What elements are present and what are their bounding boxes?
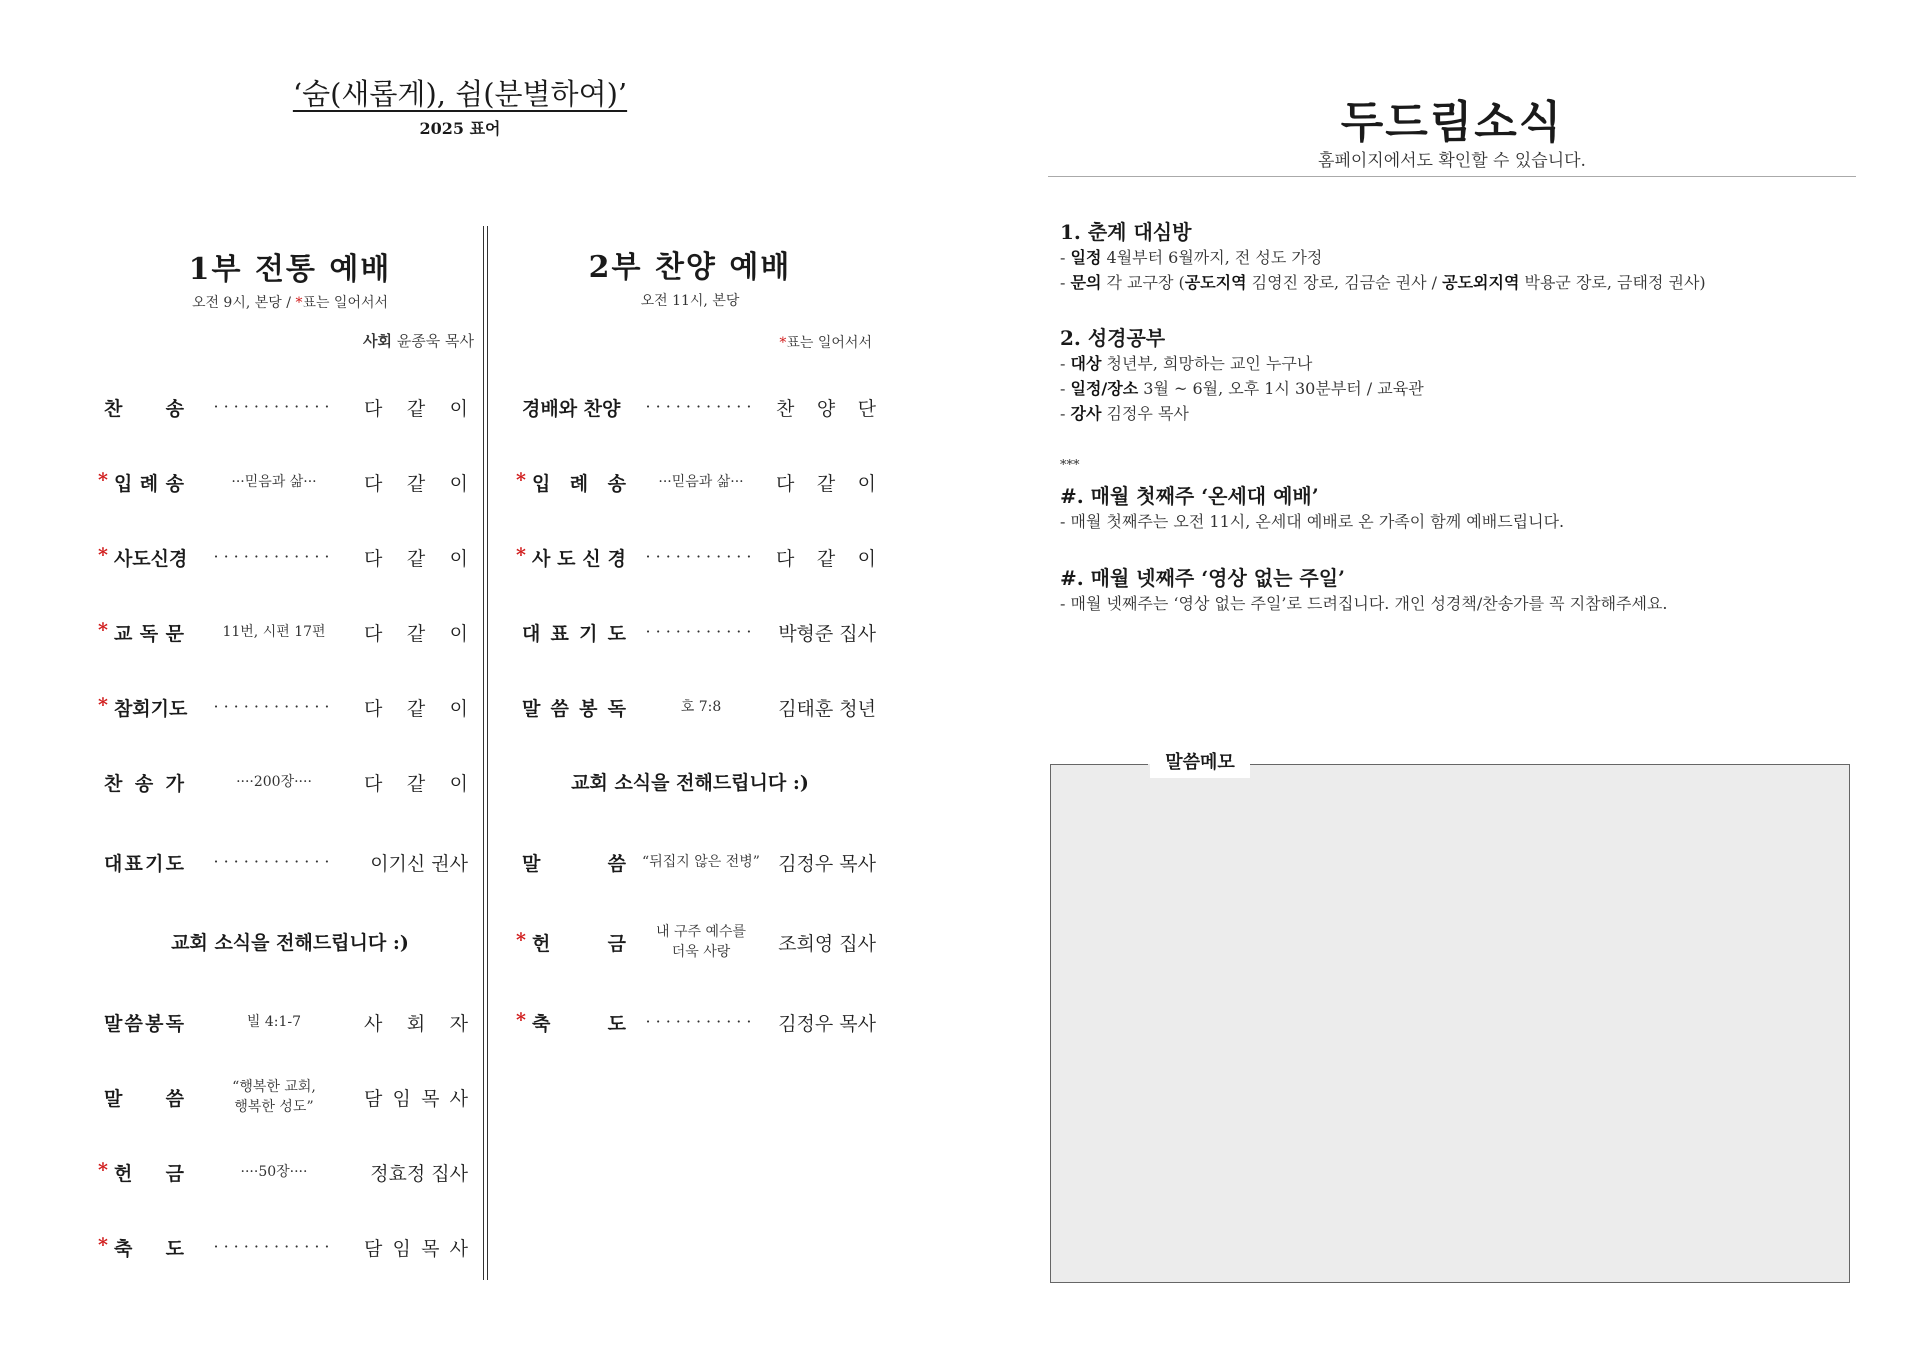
char: 입: [531, 472, 551, 495]
order-detail: ············: [213, 852, 335, 871]
char: 씀: [550, 697, 569, 720]
order-label-text: [114, 694, 187, 721]
order-person: 박형준 집사: [778, 622, 876, 645]
char: 같: [406, 772, 426, 795]
line-text: 매월 넷째주는 ‘영상 없는 주일’로 드려집니다. 개인 성경책/찬송가를 꼭 지참해주세요.: [1070, 594, 1668, 613]
order-label-text: [104, 1009, 184, 1036]
order-label-text: [532, 469, 626, 496]
char: 회: [406, 1012, 426, 1035]
order-label-text: [114, 544, 187, 571]
char: 교: [113, 622, 133, 645]
char: 다: [364, 622, 383, 645]
order-detail: ···믿음과 삶···: [231, 474, 317, 490]
char: 봉: [145, 1012, 164, 1035]
order-label: [98, 1234, 184, 1261]
stand-marker: *: [516, 928, 526, 951]
order-row: [98, 1152, 478, 1192]
order-label-text: [532, 1009, 626, 1036]
char: 대: [104, 852, 123, 875]
order-label: [516, 929, 626, 956]
char: 사: [113, 547, 133, 570]
order-label-text: 경배와 찬양: [522, 397, 621, 420]
line-key: 문의: [1070, 273, 1102, 292]
line-text: 김영진 장로, 김금순 권사 /: [1246, 273, 1443, 292]
char: 송: [607, 472, 626, 495]
char: 이: [449, 397, 468, 420]
line-key: 공도외지역: [1442, 273, 1520, 292]
char: 단: [857, 397, 876, 420]
char: 사: [531, 547, 551, 570]
memo-label: 말씀메모: [1150, 748, 1250, 778]
char: 표: [124, 852, 143, 875]
char: 같: [406, 622, 426, 645]
char: 담: [364, 1237, 383, 1260]
order-person: [776, 469, 876, 496]
char: 찬: [104, 397, 123, 420]
order-person: [776, 544, 876, 571]
news-title: 두드림소식: [1340, 97, 1564, 148]
line-text: 박용군 장로, 금태정 권사): [1519, 273, 1706, 292]
service1-leader: [300, 330, 474, 351]
char: 이: [857, 472, 876, 495]
char: 축: [113, 1237, 133, 1260]
char: 같: [406, 547, 426, 570]
section-line: - 매월 넷째주는 ‘영상 없는 주일’로 드려집니다. 개인 성경책/찬송가를 꼭 지참해주세요.: [1060, 594, 1668, 613]
section-line: - 일정 4월부터 6월까지, 전 성도 가정: [1060, 248, 1323, 267]
stand-note-text: 표는 일어서서: [786, 335, 872, 351]
char: 같: [816, 472, 836, 495]
order-label: [516, 694, 626, 721]
order-detail: ···········: [645, 622, 757, 641]
leader-label: 사회: [363, 332, 392, 350]
order-label: [516, 394, 626, 421]
order-row: [98, 1077, 478, 1117]
order-row: [516, 537, 884, 577]
news-section-1: [1060, 216, 1850, 295]
stand-marker: *: [295, 295, 303, 311]
order-detail: ············: [213, 547, 335, 566]
char: 다: [364, 397, 383, 420]
char: 기: [145, 852, 164, 875]
order-label-text: [104, 849, 184, 876]
line-key: 일정/장소: [1070, 379, 1139, 398]
leader-name: 윤종욱 목사: [392, 332, 474, 350]
char: 자: [449, 1012, 468, 1035]
order-detail: ············: [213, 697, 335, 716]
char: 말: [104, 1012, 123, 1035]
service2-title: 2부 찬양 예배: [588, 250, 792, 285]
char: 가: [165, 772, 184, 795]
order-person: [364, 1084, 468, 1111]
section-title: #. 매월 넷째주 ‘영상 없는 주일’: [1060, 566, 1345, 590]
stand-marker: *: [98, 1158, 108, 1181]
service2-notice: 교회 소식을 전해드립니다 :): [571, 772, 809, 794]
service1-notice: 교회 소식을 전해드립니다 :): [171, 932, 409, 954]
char: 이: [449, 697, 468, 720]
char: 독: [607, 697, 626, 720]
char: 임: [392, 1237, 411, 1260]
stand-marker: *: [98, 543, 108, 566]
section-line: - 매월 첫째주는 오전 11시, 온세대 예배로 온 가족이 함께 예배드립니다.: [1060, 512, 1565, 531]
char: 담: [364, 1087, 383, 1110]
char: 기: [150, 697, 170, 720]
char: 사: [449, 1087, 468, 1110]
order-label: [98, 394, 184, 421]
order-label: [98, 543, 188, 571]
order-label: [516, 849, 626, 876]
order-label: [98, 849, 184, 876]
order-person: 김태훈 청년: [778, 697, 876, 720]
order-label: [98, 693, 188, 721]
order-person: [364, 769, 468, 796]
line-key: 일정: [1070, 248, 1102, 267]
stand-marker: *: [98, 468, 108, 491]
service2-info: 오전 11시, 본당: [640, 293, 740, 309]
news-section-2: [1060, 322, 1850, 426]
char: 사: [364, 1012, 383, 1035]
char: 목: [421, 1237, 440, 1260]
order-detail: ············: [213, 1237, 335, 1256]
char: 도: [557, 547, 576, 570]
char: 기: [579, 622, 598, 645]
order-person: 이기신 권사: [370, 852, 468, 875]
char: 도: [607, 622, 626, 645]
memo-border: [1050, 764, 1148, 765]
order-detail: ····50장····: [240, 1164, 308, 1180]
order-row: [98, 1227, 478, 1267]
section-title: 2. 성경공부: [1060, 326, 1166, 350]
order-row: [516, 842, 884, 882]
order-person: 조희영 집사: [778, 932, 876, 955]
char: 헌: [531, 932, 551, 955]
stand-marker: *: [516, 468, 526, 491]
char: 송: [165, 472, 184, 495]
order-label: [516, 1009, 626, 1036]
service1-title: 1부 전통 예배: [188, 252, 392, 287]
char: 금: [165, 1162, 184, 1185]
char: 목: [421, 1087, 440, 1110]
line-text: 3월 ~ 6월, 오후 1시 30분부터 / 교육관: [1138, 379, 1424, 398]
order-row: [516, 462, 884, 502]
order-detail: ···믿음과 삶···: [658, 474, 744, 490]
order-person: [364, 469, 468, 496]
line-key: 공도지역: [1184, 273, 1247, 292]
line-text: 각 교구장 (: [1101, 273, 1185, 292]
order-person: [364, 1009, 468, 1036]
order-label: [98, 1084, 184, 1111]
stand-marker: *: [98, 693, 108, 716]
char: 경: [607, 547, 626, 570]
line-text: 김정우 목사: [1101, 404, 1189, 423]
char: 말: [522, 697, 541, 720]
order-label: [516, 469, 626, 496]
char: 사: [449, 1237, 468, 1260]
service1-info: [100, 292, 480, 312]
stand-marker: *: [516, 543, 526, 566]
column-divider: [483, 226, 488, 1280]
order-label: [98, 769, 184, 796]
char: 이: [449, 547, 468, 570]
line-text: 4월부터 6월까지, 전 성도 가정: [1101, 248, 1323, 267]
order-label-text: [114, 1234, 184, 1261]
section-line: - 강사 김정우 목사: [1060, 404, 1189, 423]
char: 경: [169, 547, 188, 570]
news-subtitle: 홈페이지에서도 확인할 수 있습니다.: [1318, 151, 1586, 171]
order-row: [98, 612, 478, 652]
char: 양: [816, 397, 836, 420]
order-person: 김정우 목사: [778, 1012, 876, 1035]
char: 회: [132, 697, 151, 720]
char: 다: [776, 472, 795, 495]
news-extra-2: [1060, 562, 1850, 616]
line-key: 대상: [1070, 354, 1102, 373]
order-row: [516, 1002, 884, 1042]
char: 같: [816, 547, 836, 570]
char: 독: [139, 622, 159, 645]
char: 이: [449, 772, 468, 795]
section-line: - 대상 청년부, 희망하는 교인 누구나: [1060, 354, 1313, 373]
line-text: 매월 첫째주는 오전 11시, 온세대 예배로 온 가족이 함께 예배드립니다.: [1070, 512, 1565, 531]
service1-info-text: 오전 9시, 본당 /: [191, 295, 296, 311]
order-person: 김정우 목사: [778, 852, 876, 875]
order-label-text: [522, 849, 626, 876]
order-row: [98, 842, 478, 882]
char: 신: [150, 547, 170, 570]
char: 송: [134, 772, 154, 795]
order-detail: 호 7:8: [680, 699, 722, 715]
char: 이: [857, 547, 876, 570]
char: 독: [165, 1012, 184, 1035]
order-label-text: [104, 1084, 184, 1111]
order-person: [364, 619, 468, 646]
order-detail: ···········: [645, 547, 757, 566]
order-detail: ····200장····: [236, 774, 312, 790]
stand-marker: *: [516, 1008, 526, 1031]
char: 다: [364, 697, 383, 720]
order-row: [98, 762, 478, 802]
order-label: [98, 1009, 184, 1036]
order-detail: ···········: [645, 397, 757, 416]
char: 같: [406, 472, 426, 495]
char: 축: [531, 1012, 551, 1035]
order-row: [98, 387, 478, 427]
order-label-text: [114, 469, 184, 496]
memo-border: [1250, 764, 1850, 765]
char: 신: [582, 547, 601, 570]
char: 도: [165, 1237, 184, 1260]
memo-area[interactable]: [1050, 764, 1850, 1283]
order-row: [516, 922, 884, 962]
order-label: [98, 469, 184, 496]
char: 같: [406, 397, 426, 420]
char: 표: [550, 622, 569, 645]
char: 찬: [104, 772, 123, 795]
char: 례: [139, 472, 159, 495]
char: 임: [392, 1087, 411, 1110]
order-label-text: [522, 694, 626, 721]
char: 금: [607, 932, 626, 955]
order-label-text: [532, 544, 626, 571]
order-detail: “뒤집지 않은 전병”: [642, 854, 760, 870]
order-person: [364, 394, 468, 421]
char: 도: [607, 1012, 626, 1035]
motto-subtitle: 2025 표어: [419, 119, 501, 138]
order-label: [516, 544, 626, 571]
order-row: [98, 537, 478, 577]
order-label-text: [114, 1159, 184, 1186]
motto-title: ‘숨(새롭게), 쉼(분별하여)’: [292, 77, 628, 111]
order-detail: 11번, 시편 17편: [222, 624, 326, 640]
section-title: 1. 춘계 대심방: [1060, 220, 1192, 244]
stand-marker: *: [98, 618, 108, 641]
order-detail: 빌 4:1-7: [246, 1014, 302, 1030]
order-person: [364, 694, 468, 721]
order-label-text: [532, 929, 626, 956]
order-person: [364, 1234, 468, 1261]
char: 헌: [113, 1162, 133, 1185]
order-row: [516, 387, 884, 427]
order-detail: 내 구주 예수를 더욱 사랑: [655, 924, 747, 960]
char: 다: [364, 772, 383, 795]
char: 문: [165, 622, 184, 645]
char: 씀: [165, 1087, 184, 1110]
order-row: [516, 612, 884, 652]
char: 송: [165, 397, 184, 420]
order-person: [776, 394, 876, 421]
order-person: [364, 544, 468, 571]
separator-stars: ***: [1060, 458, 1080, 473]
char: 다: [776, 547, 795, 570]
order-label: [98, 1159, 184, 1186]
char: 도: [132, 547, 151, 570]
char: 입: [113, 472, 133, 495]
order-label-text: [522, 619, 626, 646]
news-divider: [1048, 176, 1856, 177]
char: 같: [406, 697, 426, 720]
service1-stand-text: 표는 일어서서: [302, 295, 389, 311]
order-row: [98, 462, 478, 502]
stand-marker: *: [98, 1233, 108, 1256]
char: 말: [522, 852, 541, 875]
order-person: 정효정 집사: [370, 1162, 468, 1185]
order-row: [98, 1002, 478, 1042]
char: 이: [449, 472, 468, 495]
order-label-text: [104, 769, 184, 796]
service2-stand-note: [700, 332, 872, 352]
line-text: 청년부, 희망하는 교인 누구나: [1101, 354, 1313, 373]
char: 다: [364, 547, 383, 570]
order-row: [98, 687, 478, 727]
char: 도: [169, 697, 188, 720]
char: 씀: [124, 1012, 143, 1035]
char: 도: [165, 852, 184, 875]
order-label-text: [114, 619, 184, 646]
section-title: #. 매월 첫째주 ‘온세대 예배’: [1060, 484, 1319, 508]
section-line: - 일정/장소 3월 ~ 6월, 오후 1시 30분부터 / 교육관: [1060, 379, 1424, 398]
order-label-text: [104, 394, 184, 421]
order-row: [516, 687, 884, 727]
char: 참: [113, 697, 133, 720]
news-extra-1: [1060, 480, 1850, 534]
order-detail: “행복한 교회, 행복한 성도”: [232, 1079, 316, 1115]
order-label: [98, 619, 184, 646]
char: 씀: [607, 852, 626, 875]
section-line: - 문의 각 교구장 (공도지역 김영진 장로, 김금순 권사 / 공도외지역 박용군 장로, 금태정 권사): [1060, 273, 1706, 292]
char: 찬: [776, 397, 795, 420]
order-label: [516, 619, 626, 646]
char: 대: [522, 622, 541, 645]
line-key: 강사: [1070, 404, 1102, 423]
char: 말: [104, 1087, 123, 1110]
char: 례: [569, 472, 589, 495]
order-detail: ···········: [645, 1012, 757, 1031]
stand-marker: *: [779, 335, 787, 351]
order-detail: ············: [213, 397, 335, 416]
char: 이: [449, 622, 468, 645]
char: 봉: [579, 697, 598, 720]
char: 다: [364, 472, 383, 495]
